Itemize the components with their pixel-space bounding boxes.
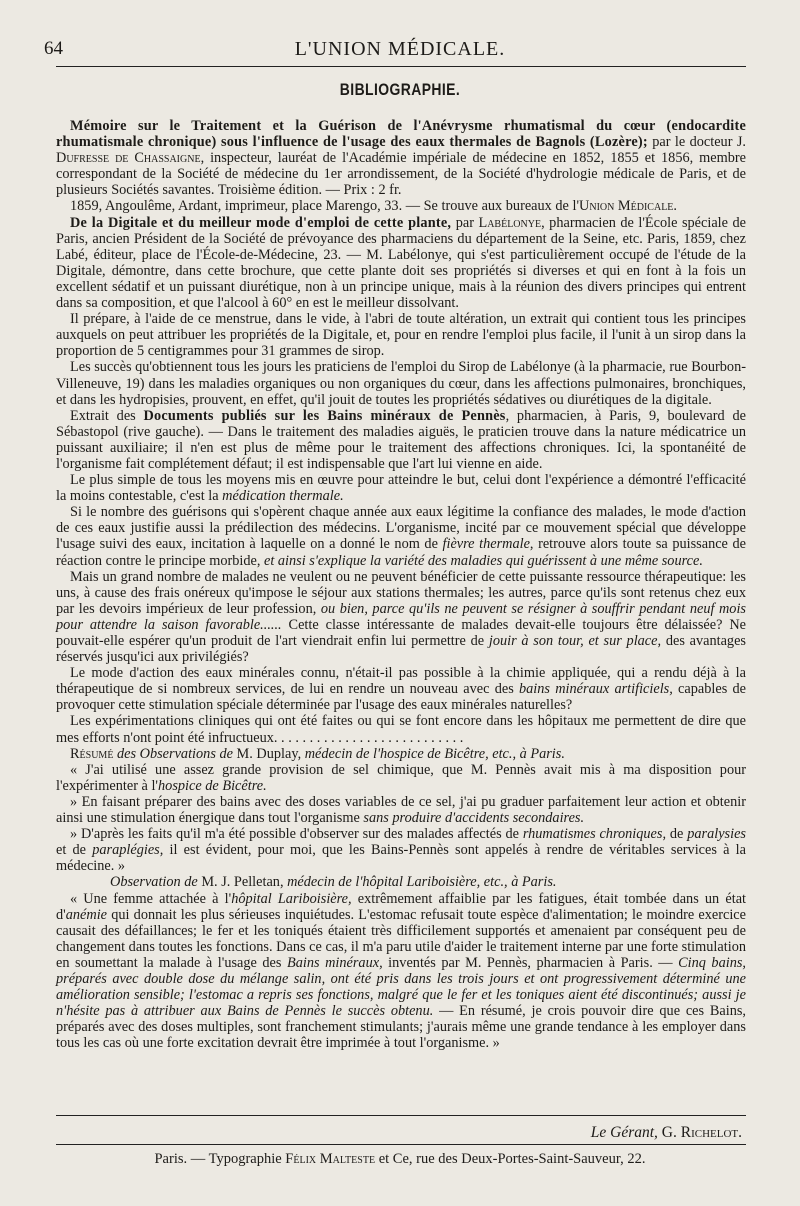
paragraph: Mais un grand nombre de malades ne veulent ou ne peuvent bénéficier de cette puissante ressource thérapeutique: les uns, à cause des frais onéreux qu'impose le séjour aux stations thermales; les autres, parce qu'ils sont retenus chez eux par les devoirs impérieux de leur profession, ou bien, parce qu'ils ne peuvent se résigner à souffrir pendant neuf mois pour attendre la saison favorable...... Cette classe intéressante de malades devait-elle toujours être délaissée? Ne pouvait-elle espérer qu'un produit de l'art viendrait enfin lui permettre de jouir à son tour, et sur place, des avantages réservés jusqu'ici aux privilégiés? <box>56 568 747 666</box>
review-2-author: Labélonye <box>478 214 542 231</box>
paragraph: Si le nombre des guérisons qui s'opèrent chaque année aux eaux légitime la confiance des malades, le mode d'action de ces eaux justifie aussi la prédilection des médecins. L'organisme, incité par ce mouvement spécial que développe l'usage suivi des eaux, incitation à laquelle on a donné le nom de fièvre thermale, retrouve alors toute sa puissance de réaction contre le principe morbide, et ainsi s'explique la variété des maladies qui guérissent à une même source. <box>56 504 746 569</box>
signature: Le Gérant, G. Richelot. <box>590 1124 742 1141</box>
pelletan-heading: Observation de M. J. Pelletan, médecin de l'hôpital Lariboisière, etc., à Paris. <box>110 874 557 891</box>
journal-title: L'UNION MÉDICALE. <box>294 38 506 60</box>
review-2-title: De la Digitale et du meilleur mode d'emploi de cette plante, <box>70 214 452 231</box>
duplay-heading: Résumé des Observations de M. Duplay, médecin de l'hospice de Bicêtre, etc., à Paris. <box>70 745 565 762</box>
signature-name: G. Richelot. <box>661 1124 742 1141</box>
review-3-entry: Extrait des Documents publiés sur les Bains minéraux de Pennès, pharmacien, à Paris, 9, boulevard de Sébastopol (rive gauche). — Dans le traitement des maladies aiguës, le praticien trouve dans la nature médicatrice un puissant auxiliaire; il n'en est plus de même pour le traitement des affections chroniques. Ici, la spontanéité de l'organisme fait complétement défaut; il est indispensable que l'art lui vienne en aide. <box>56 407 746 472</box>
page-number: 64 <box>44 38 63 59</box>
paragraph: Le mode d'action des eaux minérales connu, n'était-il pas possible à la chimie appliquée, qui a rendu déjà à la thérapeutique de si nombreux services, de lui en rendre un nouveau avec des bains minéraux artificiels, capables de provoquer cette stimulation spéciale déterminée par l'usage des eaux minérales naturelles? <box>56 665 747 714</box>
review-3-title: Documents publiés sur les Bains minéraux de Pennès <box>143 407 506 424</box>
review-1-imprint: 1859, Angoulême, Ardant, imprimeur, place Marengo, 33. — Se trouve aux bureaux de l'Union Médicale. <box>70 198 677 215</box>
review-2-entry: De la Digitale et du meilleur mode d'emploi de cette plante, par Labélonye, pharmacien de l'École spéciale de Paris, ancien Président de la Société de prévoyance des pharmaciens du département de la Seine, etc. Paris, 1859, chez Labé, éditeur, place de l'École-de-Médecine, 23. — M. Labélonye, qui s'est particulièrement occupé de l'étude de la Digitale, démontre, dans cette brochure, que cette plante doit ses propriétés si diverses et qui en font à la fois un excellent sédatif et un puissant diurétique, non à un principe unique, mais à la réunion des divers principes qui entrent dans sa composition, et que l'alcool à 60° en est le meilleur dissolvant. <box>56 214 746 312</box>
quote-paragraph: « J'ai utilisé une assez grande provision de sel chimique, que M. Pennès avait mis à ma disposition pour l'expérimenter à l'hospice de Bicêtre. <box>56 761 746 794</box>
article-body <box>56 118 746 1051</box>
paragraph: Le plus simple de tous les moyens mis en œuvre pour atteindre le but, celui dont l'expérience a démontré l'efficacité la moins contestable, c'est la médication thermale. <box>56 472 746 505</box>
quote-paragraph: » En faisant préparer des bains avec des doses variables de ce sel, j'ai pu graduer parfaitement leur action et obtenir ainsi une stimulation énergique dans tout l'organisme sans produire d'accidents secondaires. <box>56 793 746 827</box>
review-1-author: Dufresse de Chassaigne <box>56 150 201 167</box>
quote-paragraph: « Une femme attachée à l'hôpital Lariboisière, extrêmement affaiblie par les fatigues, était tombée dans un état d'anémie qui donnait les plus sérieuses inquiétudes. L'estomac refusait toute espèce d'alimentation; le moindre exercice causait des défaillances; le fer et les toniqués étaient très difficilement supportés et amenaient par conséquent peu de changement dans toutes les fonctions. Dans ce cas, il m'a paru utile d'aider le traitement interne par une forte stimulation en soumettant la malade à l'usage des Bains minéraux, inventés par M. Pennès, pharmacien à Paris. — Cinq bains, préparés avec double dose du mélange salin, ont été pris dans les trois jours et ont progressivement déterminé une amélioration sensible; l'estomac a repris ses fonctions, malgré que le fer et les toniques aient été discontinués; aussi je n'hésite pas à attribuer aux Bains de Pennès le succès obtenu. — En résumé, je crois pouvoir dire que ces Bains, préparés avec des doses multiples, sont franchement stimulants; j'aurais même une grande tendance à les employer dans tous les cas où une forte excitation devrait être imprimée à tout l'organisme. » <box>56 890 747 1052</box>
quote-paragraph: » D'après les faits qu'il m'a été possible d'observer sur des malades affectés de rhumatismes chroniques, de paralysies et de paraplégies, il est évident, pour moi, que les Bains-Pennès sont appelés à rendre de véritables services à la médecine. » <box>56 826 746 875</box>
review-1-title: Mémoire sur le Traitement et la Guérison de l'Anévrysme rhumatismal du cœur (endocardite rhumatismale chronique) sous l'influence de l'usage des eaux thermales de Bagnols (Lozère); <box>56 118 746 151</box>
running-header <box>44 38 756 62</box>
section-title: BIBLIOGRAPHIE. <box>339 80 461 99</box>
imprint-rule <box>56 1144 746 1145</box>
paragraph: Les expérimentations cliniques qui ont été faites ou qui se font encore dans les hôpitaux me permettent de dire que mes efforts n'ont point été infructueux. . . . . . . . . . . . . . . . . . . . . . . . . . . <box>56 713 746 746</box>
review-1-entry: Mémoire sur le Traitement et la Guérison de l'Anévrysme rhumatismal du cœur (endocardite rhumatismale chronique) sous l'influence de l'usage des eaux thermales de Bagnols (Lozère); par le docteur J. Dufresse de Chassaigne, inspecteur, lauréat de l'Académie impériale de médecine en 1852, 1855 et 1856, membre correspondant de la Société de médecine du 1er arrondissement, de la Société d'hydrologie médicale de Paris, et de plusieurs Sociétés savantes. Troisième édition. — Prix : 2 fr. <box>56 118 747 199</box>
printer-imprint: Paris. — Typographie Félix Malteste et Ce, rue des Deux-Portes-Saint-Sauveur, 22. <box>154 1151 646 1167</box>
paragraph: Il prépare, à l'aide de ce menstrue, dans le vide, à l'abri de toute altération, un extrait qui contient tous les principes auxquels on peut attribuer les propriétés de la Digitale, et, pour en rendre l'emploi plus facile, il l'unit à un sirop dans la proportion de 5 centigrammes pour 31 grammes de sirop. <box>56 311 746 360</box>
header-rule <box>56 66 746 67</box>
paragraph: Les succès qu'obtiennent tous les jours les praticiens de l'emploi du Sirop de Labélonye (à la pharmacie, rue Bourbon-Villeneuve, 19) dans les maladies organiques ou non organiques du cœur, dans les affections pulmonaires, bronchiques, et dans les hydropisies, prouvent, en effet, qu'il jouit de toutes les propriétés sédatives ou diurétiques de la digitale. <box>56 359 746 408</box>
footer-rule <box>56 1115 746 1116</box>
